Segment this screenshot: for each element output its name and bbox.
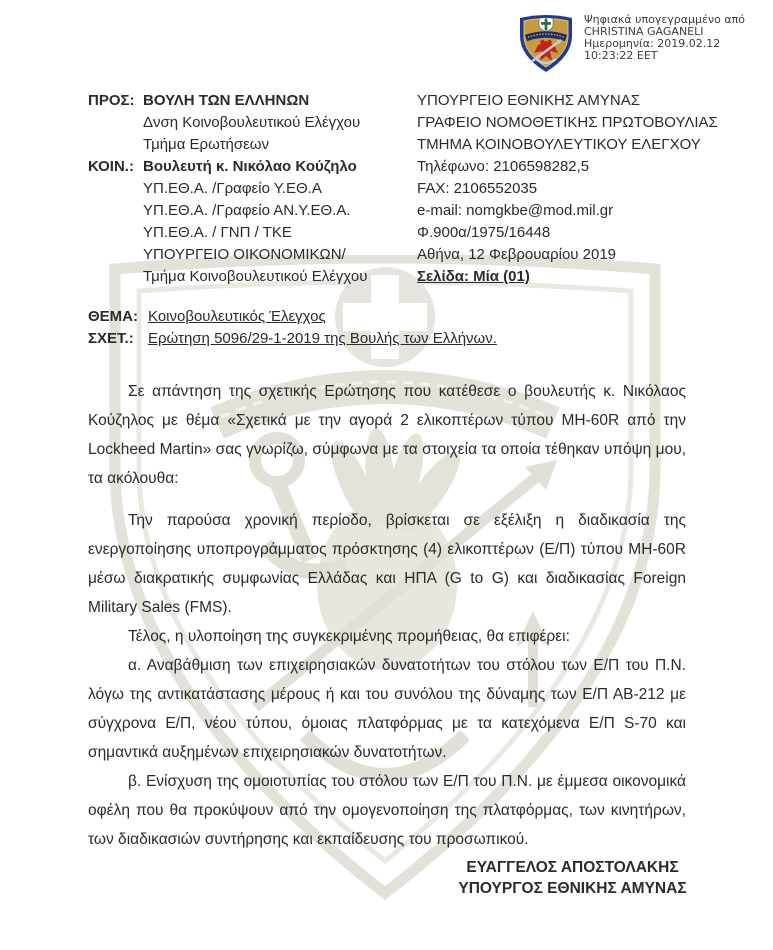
stamp-time: 10:23:22 EET (584, 49, 658, 62)
sender-email: e-mail: nomgkbe@mod.mil.gr (417, 202, 614, 219)
koin-main: Βουλευτή κ. Νικόλαο Κούζηλο (143, 158, 357, 175)
sender-phone: Τηλέφωνο: 2106598282,5 (417, 158, 590, 175)
stamp-signer-name: CHRISTINA GAGANELI (584, 25, 704, 38)
thema-line (88, 306, 499, 328)
koin-label: ΚΟΙΝ.: (88, 158, 134, 175)
sender-line: ΥΠΟΥΡΓΕΙΟ ΕΘΝΙΚΗΣ ΑΜΥΝΑΣ (417, 92, 641, 109)
stamp-date: Ημερομηνία: 2019.02.12 (584, 37, 721, 50)
signatory-name: ΕΥΑΓΓΕΛΟΣ ΑΠΟΣΤΟΛΑΚΗΣ (466, 859, 679, 876)
sender-block (417, 90, 773, 288)
stamp-line-1: Ψηφιακά υπογεγραμμένο από (584, 13, 745, 26)
thema-value: Κοινοβουλευτικός Έλεγχος (148, 308, 326, 325)
recipient-line: Δνση Κοινοβουλευτικού Ελέγχου (143, 114, 361, 131)
recipient-line (88, 156, 418, 178)
signatory-title: ΥΠΟΥΡΓΟΣ ΕΘΝΙΚΗΣ ΑΜΥΝΑΣ (458, 880, 687, 897)
recipient-line: ΥΠΟΥΡΓΕΙΟ ΟΙΚΟΝΟΜΙΚΩΝ/ (143, 246, 346, 263)
recipient-line: ΥΠ.ΕΘ.Α. /Γραφείο ΑΝ.Υ.ΕΘ.Α. (143, 202, 351, 219)
date-line: Αθήνα, 12 Φεβρουαρίου 2019 (417, 246, 617, 263)
letter-body (88, 377, 686, 854)
sxet-line (88, 328, 499, 350)
sxet-label: ΣΧΕΤ.: (88, 330, 134, 347)
body-paragraph-2: Την παρούσα χρονική περίοδο, βρίσκεται σε εξέλιξη η διαδικασία της ενεργοποίησης υποπρογράμματος πρόσκτησης (4) ελικοπτέρων (Ε/Π) τύπου MH-60R μέσω διακρατικής συμφωνίας Ελλάδας και ΗΠΑ (G to G) και διαδικασίας Foreign Military Sales (FMS). (88, 512, 686, 616)
recipient-line: Τμήμα Κοινοβουλευτικού Ελέγχου (143, 268, 368, 285)
sender-line: ΤΜΗΜΑ ΚΟΙΝΟΒΟΥΛΕΥΤΙΚΟΥ ΕΛΕΓΧΟΥ (417, 136, 701, 153)
digital-signature-text (584, 11, 745, 62)
ministry-emblem-icon (516, 11, 576, 75)
body-paragraph-4: α. Αναβάθμιση των επιχειρησιακών δυνατοτήτων του στόλου των Ε/Π του Π.Ν. λόγω της αντικατάστασης μέρους ή και του συνόλου της δύναμης των Ε/Π ΑΒ-212 με σύγχρονα Ε/Π, νέου τύπου, όμοιας πλατφόρμας με τα κατεχόμενα Ε/Π S-70 και σημαντικά αυξημένων επιχειρησιακών δυνατοτήτων. (88, 657, 686, 761)
protocol-number: Φ.900α/1975/16448 (417, 224, 551, 241)
recipients-block (88, 90, 418, 288)
recipient-line: Τμήμα Ερωτήσεων (143, 136, 269, 153)
sender-fax: FAX: 2106552035 (417, 180, 538, 197)
signature-block (420, 857, 725, 899)
page-ref: Σελίδα: Μία (01) (417, 268, 530, 285)
body-paragraph-5: β. Ενίσχυση της ομοιοτυπίας του στόλου των Ε/Π του Π.Ν. με έμμεσα οικονομικά οφέλη που θα προκύψουν από την ομογενοποίηση της πλατφόρμας, των κινητήρων, των διαδικασιών συντήρησης και εκπαίδευσης του προσωπικού. (88, 773, 686, 848)
pros-label: ΠΡΟΣ: (88, 92, 135, 109)
subject-block (88, 306, 499, 350)
sender-line: ΓΡΑΦΕΙΟ ΝΟΜΟΘΕΤΙΚΗΣ ΠΡΩΤΟΒΟΥΛΙΑΣ (417, 114, 718, 131)
recipient-line: ΥΠ.ΕΘ.Α. /Γραφείο Υ.ΕΘ.Α (143, 180, 322, 197)
recipient-line (88, 90, 418, 112)
body-paragraph-1: Σε απάντηση της σχετικής Ερώτησης που κατέθεσε ο βουλευτής κ. Νικόλαος Κούζηλος με θέμα «Σχετικά με την αγορά 2 ελικοπτέρων τύπου MH-60R από την Lockheed Martin» σας γνωρίζω, σύμφωνα με τα στοιχεία τα οποία τέθηκαν υπόψη μου, τα ακόλουθα: (88, 383, 686, 487)
body-paragraph-3: Τέλος, η υλοποίηση της συγκεκριμένης προμήθειας, θα επιφέρει: (128, 628, 570, 645)
recipient-line: ΥΠ.ΕΘ.Α. / ΓΝΠ / ΤΚΕ (143, 224, 292, 241)
pros-main: ΒΟΥΛΗ ΤΩΝ ΕΛΛΗΝΩΝ (143, 92, 310, 109)
thema-label: ΘΕΜΑ: (88, 308, 138, 325)
digital-signature-stamp (516, 11, 745, 75)
sxet-value: Ερώτηση 5096/29-1-2019 της Βουλής των Ελλήνων. (148, 330, 497, 347)
